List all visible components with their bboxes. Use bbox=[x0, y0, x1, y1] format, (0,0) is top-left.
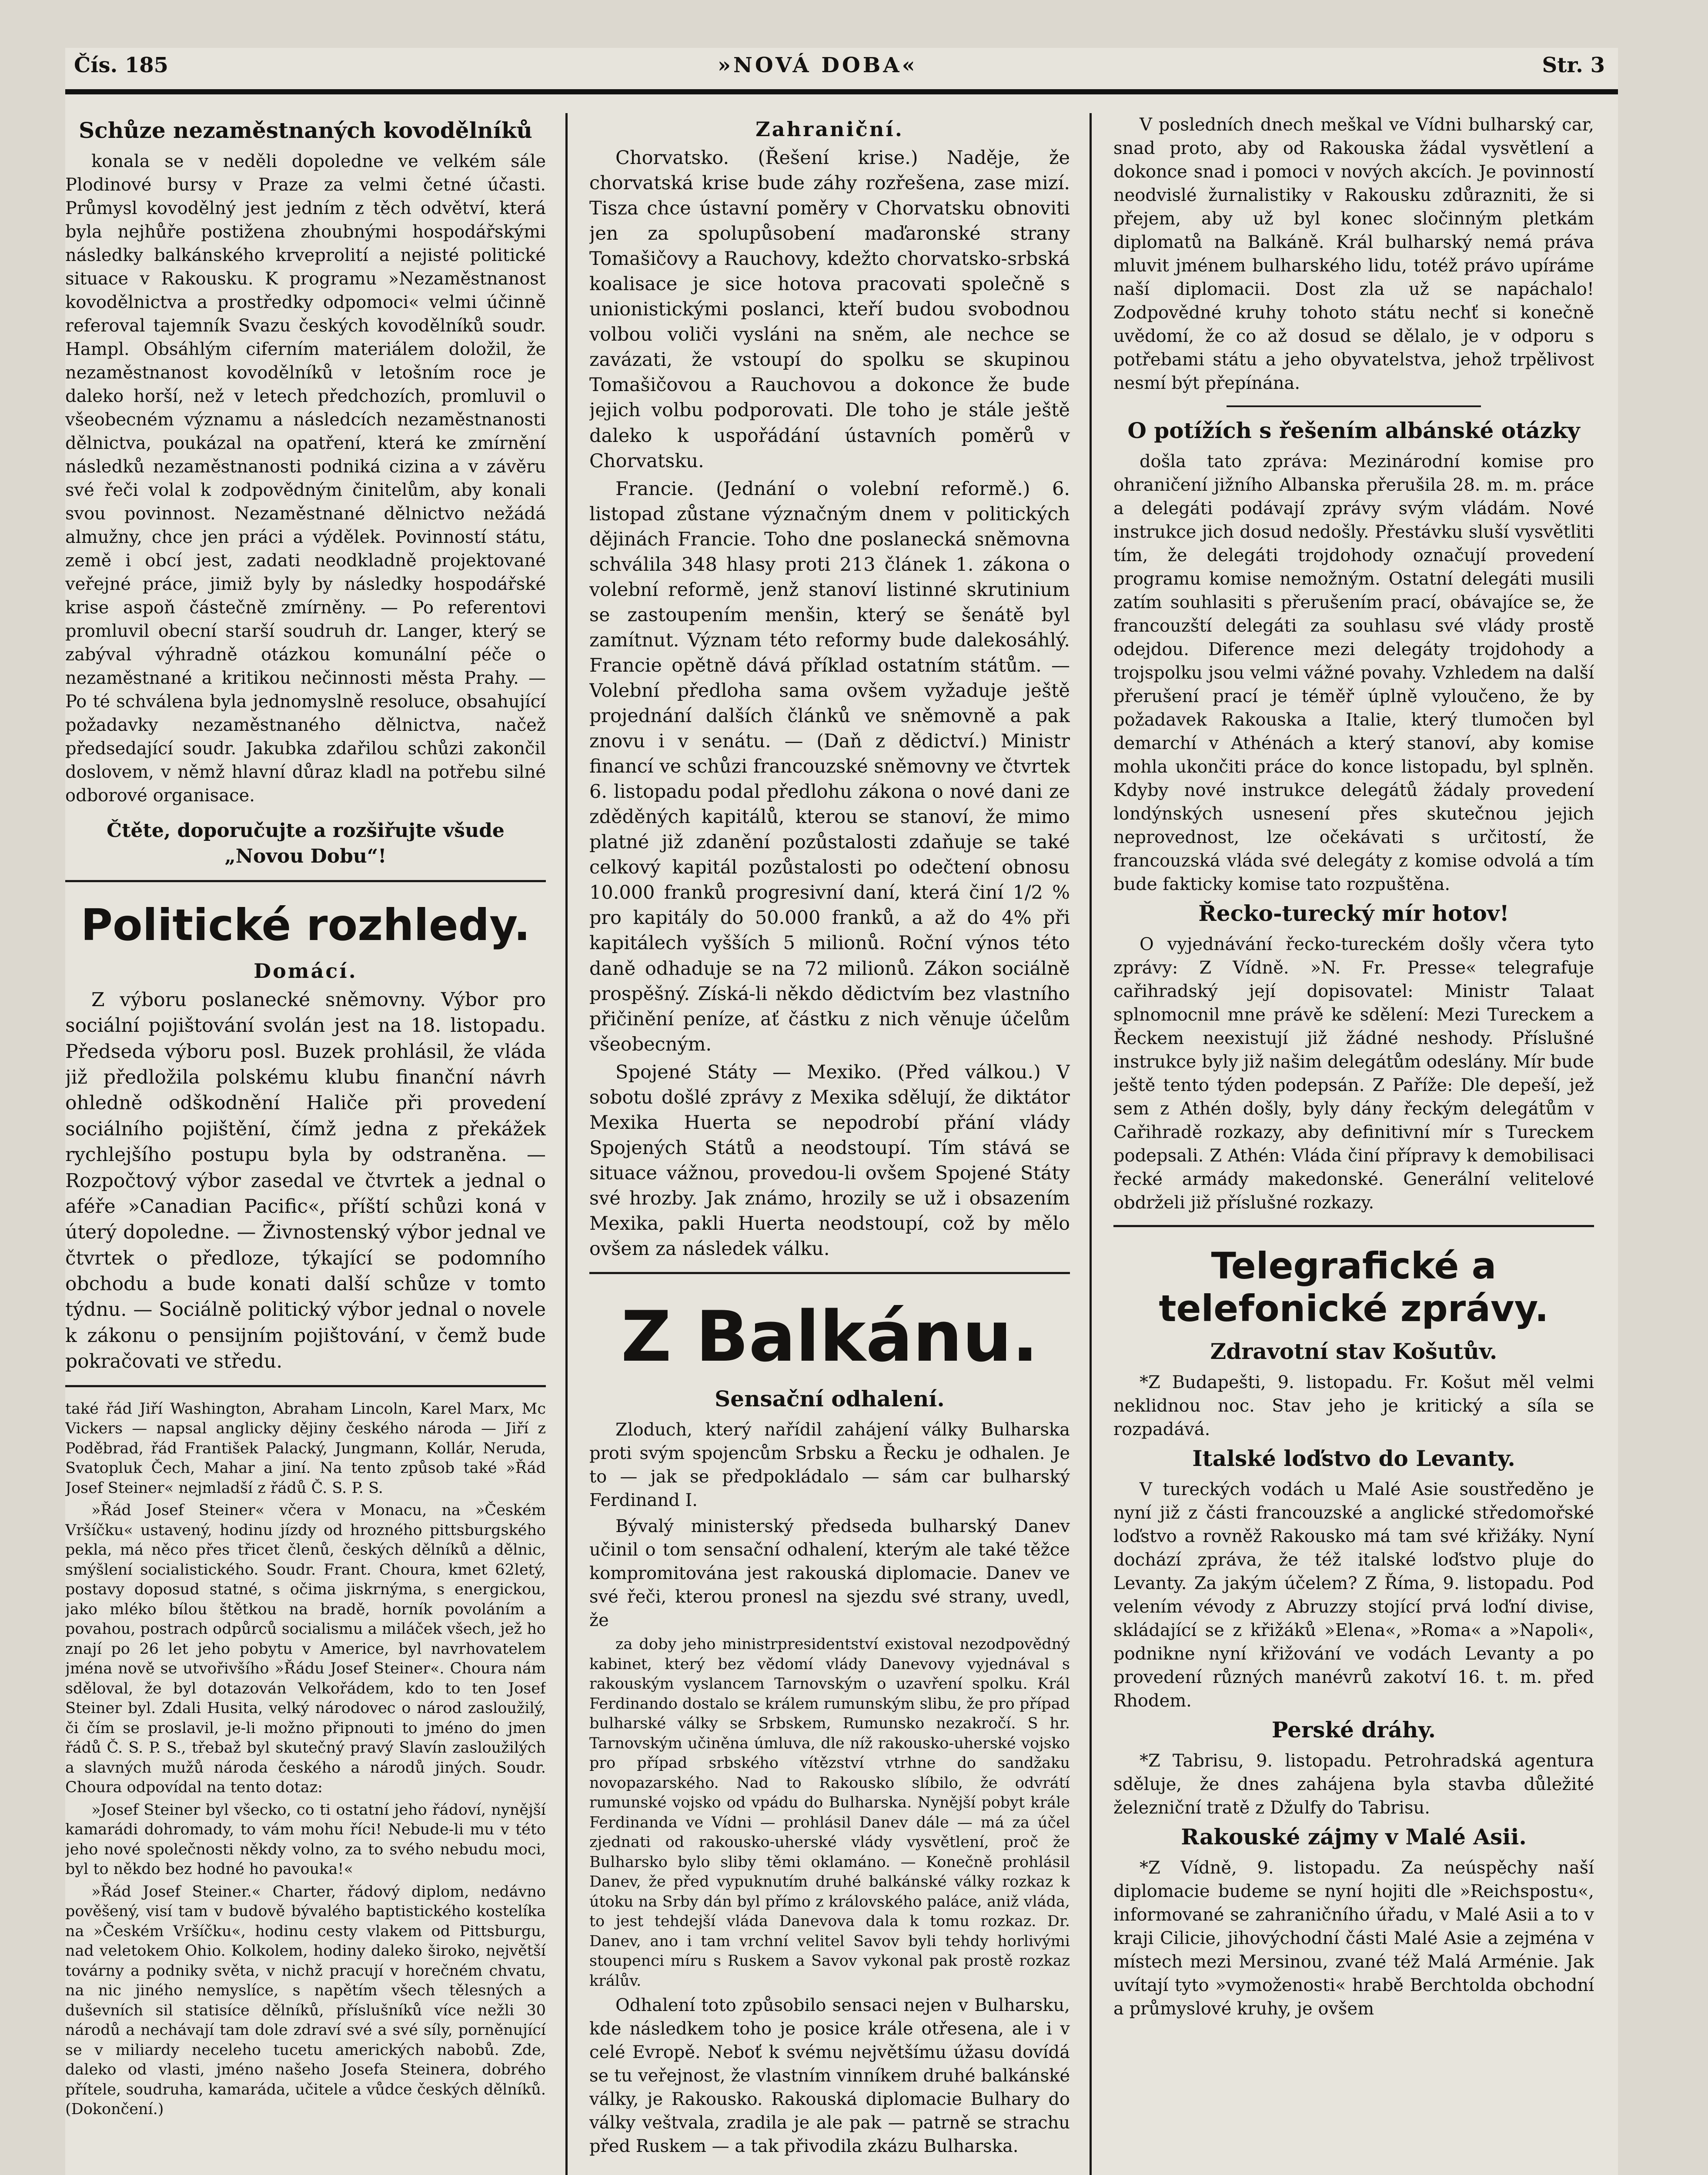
section-heading: Zahraniční. bbox=[755, 117, 904, 141]
article-text: O vyjednávání řecko-tureckém došly včera tyto zprávy: Z Vídně. »N. Fr. Presse« telegrafuje cařihradský její dopisovatel: Ministr Talaat splnomocnil mne právě ke sdělení: Mezi Tureckem a Řeckem neexistují již žádné neshody. Příslušné instrukce byly již našim delegátům odeslány. Mír bude ještě tento týden podepsán. Z Paříže: Dle depeší, jež sem z Athén došly, byly dány řeckým delegátům v Cařihradě rozkazy, aby definitivní mír s Tureckem podepsali. Z Athén: Vláda činí přípravy k demobilisaci řecké armády makedonské. Generální velitelové obdrželi již příslušné rozkazy. bbox=[1113, 934, 1594, 1213]
article-text: Zloduch, který nařídil zahájení války Bulharska proti svým spojencům Srbsku a Řecku je odhalen. Je to — jak se předpokládalo — sám car bulharský Ferdinand I. bbox=[589, 1420, 1070, 1511]
article-heading: Zdravotní stav Košutův. bbox=[1210, 1338, 1497, 1364]
article-text: Spojené Státy — Mexiko. (Před válkou.) V sobotu došlé zprávy z Mexika sdělují, že diktátor Mexika Huerta se nepodrobí přání vlády Spojených Států a neodstoupí. Tím stává se situace vážnou, provedou-li ovšem Spojené Státy své hrozby. Jak známo, hrozily se už i obsazením Mexika, pakli Huerta neodstoupí, což by mělo ovšem za následek válku. bbox=[589, 1061, 1070, 1260]
article-text: V tureckých vodách u Malé Asie soustředěno je nyní již z části francouzské a anglické středomořské loďstvo a rovněž Rakousko má tam své křižáky. Nyní dochází zpráva, že též italské loďstvo pluje do Levanty. Za jakým účelem? Z Říma, 9. listopadu. Pod velením vévody z Abruzzy stojící prvá loďní divise, skládající se z křižáků »Elena«, »Roma« a »Napoli«, podnikne nyní křižování ve vodách Levanty a po provedení různých manévrů zakotví 16. t. m. před Rhodem. bbox=[1113, 1479, 1594, 1711]
column-rule bbox=[1090, 113, 1092, 2175]
issue-number: Čís. 185 bbox=[74, 53, 169, 77]
masthead bbox=[65, 48, 1618, 94]
article-heading: Sensační odhalení. bbox=[715, 1386, 945, 1412]
article-text: *Z Tabrisu, 9. listopadu. Petrohradská agentura sděluje, že dnes zahájena byla stavba důležité železniční tratě z Džulfy do Tabrisu. bbox=[1113, 1751, 1594, 1818]
article-heading: O potížích s řešením albánské otázky bbox=[1127, 418, 1580, 443]
divider bbox=[65, 880, 546, 882]
article-text: *Z Budapešti, 9. listopadu. Fr. Košut měl velmi neklidnou noc. Stav jeho je kritický a síla se rozpadává. bbox=[1113, 1372, 1594, 1439]
subsection-heading: Domácí. bbox=[254, 959, 358, 983]
article-text: Bývalý ministerský předseda bulharský Danev učinil o tom sensační odhalení, kterým ale také těžce kompromitována jest rakouská diplomacie. Danev ve své řeči, kterou pronesl na sjezdu své strany, uvedl, že bbox=[589, 1516, 1070, 1631]
divider bbox=[65, 1385, 546, 1387]
article-text: V posledních dnech meškal ve Vídni bulharský car, snad proto, aby od Rakouska žádal vysvětlení a dokonce snad i pomoci v nových akcích. Je povinností neodvislé žurnalistiky v Rakousku zdůrazniti, že si přejem, aby už byl konec sločinným pletkám diplomatů na Balkáně. Král bulharský nemá práva mluvit jménem bulharského lidu, totéž právo upíráme naší diplomacii. Dost zla už se napáchalo! Zodpovědné kruhy tohoto státu nechť si konečně uvědomí, že co až dosud se dělalo, je v odporu s potřebami státu a jeho obyvatelstva, jehož trpělivost nesmí být přepínána. bbox=[1113, 115, 1594, 393]
article-text: Chorvatsko. (Řešení krise.) Naděje, že chorvatská krise bude záhy rozřešena, zase mizí. Tisza chce ústavní poměry v Chorvatsku obnoviti jen za spolupůsobení maďaronské strany Tomašičovy a Rauchovy, kdežto chorvatsko-srbská koalisace je sice hotova pracovati společně s unionistickými poslanci, kteří budou svobodnou volbou voliči vysláni na sněm, ale nechce se zavázati, že vstoupí do spolku se skupinou Tomašičovou a Rauchovou a dokonce že bude jejich volbu podporovati. Dle toho je stále ještě daleko k uspořádání ústavních poměrů v Chorvatsku. bbox=[589, 147, 1070, 472]
article-heading: Perské dráhy. bbox=[1271, 1717, 1436, 1743]
article-text: za doby jeho ministrpresidentství existoval nezodpovědný kabinet, který bez vědomí vlády Danevovy vyjednával s rakouským vyslancem Tarnovským o uzavření spolku. Král Ferdinando dostalo se králem rumunským slibu, že pro případ bulharské války se Srbskem, Rumunsko nezakročí. S hr. Tarnovským učiněna úmluva, dle níž rakousko-uherské vojsko pro případ srbského vítězství vtrhne do sandžaku novopazarského. Nad to Rakousko slíbilo, že odvrátí rumunské vojsko od vpádu do Bulharska. Nynější pobyt krále Ferdinanda ve Vídni — prohlásil Danev dále — má za účel zjednati od rakousko-uherské vlády vysvětlení, proč že Bulharsko bylo sliby těmi oklamáno. — Konečně prohlásil Danev, že před vypuknutím druhé balkánské války rozkaz k útoku na Srby dán byl přímo z královského paláce, aniž vláda, to jest tehdejší vláda Danevova dala k tomu rozkaz. Dr. Danev, ano i tam vrchní velitel Savov byli tehdy horlivými stoupenci míru s Ruskem a Savov vykonal pak prostě rozkaz králův. bbox=[589, 1636, 1070, 1990]
divider bbox=[1113, 1225, 1594, 1227]
article-text: došla tato zpráva: Mezinárodní komise pro ohraničení jižního Albanska přerušila 28. m. m. práce a delegáti podávají zprávy svým vládám. Nové instrukce jich dosud nedošly. Přestávku sluší vysvětliti tím, že delegáti trojdohody označují provedení programu komise nemožným. Ostatní delegáti musili zatím souhlasiti s přerušením prací, obávajíce se, že francouzští delegáti za souhlasu své vlády prostě odejdou. Diference mezi delegáty trojdohody a trojspolku jsou velmi vážné povahy. Vzhledem na další přerušení prací je téměř úplně vyloučeno, že by požadavek Rakouska a Italie, který tlumočen byl demarchí v Athénách a který stanoví, aby komise mohla ukončiti práce do konce listopadu, byl splněn. Kdyby nové instrukce delegátů žádaly provedení londýnských usnesení přes skutečnou jejich neprovednost, lze očekávati s určitostí, že francouzská vláda své delegáty z komise odvolá a tím bude fakticky komise tato rozpuštěna. bbox=[1113, 452, 1594, 894]
divider bbox=[1227, 405, 1481, 407]
section-heading: Politické rozhledy. bbox=[80, 899, 531, 950]
article-heading: Schůze nezaměstnaných kovodělníků bbox=[79, 117, 532, 143]
article-text: konala se v neděli dopoledne ve velkém sále Plodinové bursy v Praze za velmi četné účasti. Průmysl kovodělný jest jedním z těch odvětví, která byla nejhůře postižena zhoubnými hospodářskými následky balkánského krveprolití a nejisté politické situace v Rakousku. K programu »Nezaměstnanost kovodělnictva a prostředky odpomoci« velmi účinně referoval tajemník Svazu českých kovodělníků soudr. Hampl. Obsáhlým ciferním materiálem doložil, že nezaměstnanost kovodělníků v letošním roce je daleko horší, než v letech předchozích, promluvil o všeobecném významu a následcích nezaměstnanosti dělnictva, poukázal na opatření, která ke zmírnění následků nezaměstnanosti podniká cizina a v závěru své řeči volal k zodpovědným činitelům, aby konali svou povinnost. Nezaměstnané dělnictvo nežádá almužny, chce jen práci a výdělek. Povinností státu, země i obcí jest, zadati neodkladně projektované veřejné práce, jimiž byly by následky hospodářské krise aspoň částečně zmírněny. — Po referentovi promluvil obecní starší soudruh dr. Langer, který se zabýval výhradně otázkou komunální péče o nezaměstnané a kritikou nečinnosti města Prahy. — Po té schválena byla jednomyslně resoluce, obsahující požadavky nezaměstnaného dělnictva, načež předsedající soudr. Jakubka zdařilou schůzi zakončil doslovem, v němž hlavní důraz kladl na potřebu silné odborové organisace. bbox=[65, 151, 546, 806]
article-text: také řád Jiří Washington, Abraham Lincoln, Karel Marx, Mc Vickers — napsal anglicky dějiny českého národa — Jiří z Poděbrad, řád František Palacký, Jungmann, Kollár, Neruda, Svatopluk Čech, Mahar a jiní. Na tento způsob také »Řád Josef Steiner« nejmladší z řádů Č. S. P. S. bbox=[65, 1400, 546, 1497]
section-heading: Z Balkánu. bbox=[621, 1296, 1039, 1378]
appeal-text: Čtěte, doporučujte a rozšiřujte všude „Novou Dobu“! bbox=[107, 820, 505, 868]
article-text: Francie. (Jednání o volební reformě.) 6. listopad zůstane význačným dnem v politických dějinách Francie. Toho dne poslanecká sněmovna schválila 348 hlasy proti 213 článek 1. zákona o volební reformě, jenž stanoví listinné skrutinium se zastoupením menšin, který se šenátě byl zamítnut. Význam této reformy bude dalekosáhlý. Francie opětně dává příklad ostatním státům. — Volební předloha sama ovšem vyžaduje ještě projednání dalších článků ve sněmovně a pak znovu i v senátu. — (Daň z dědictví.) Ministr financí ve schůzi francouzské sněmovny ve čtvrtek 6. listopadu podal předlohu zákona o nové dani ze zděděných kapitálů, kterou se stanoví, že mimo platné již zdanění pozůstalosti zdaňuje se také celkový kapitál pozůstalosti po odečtení obnosu 10.000 franků progresivní daní, která činí 1/2 % pro kapitály do 50.000 franků, a až do 4% při kapitálech vyšších 5 milionů. Roční výnos této daně odhaduje se na 72 milionů. Zákon sociálně prospěšný. Získá-li někdo dědictvím bez vlastního přičinění peníze, ať částku z nich věnuje účelům všeobecným. bbox=[589, 478, 1070, 1055]
divider bbox=[589, 1272, 1070, 1274]
column-middle bbox=[589, 113, 1070, 2161]
section-heading: Telegrafické a telefonické zprávy. bbox=[1159, 1245, 1549, 1330]
article-heading: Rakouské zájmy v Malé Asii. bbox=[1181, 1824, 1527, 1850]
article-heading: Řecko-turecký mír hotov! bbox=[1198, 900, 1509, 926]
article-text: *Z Vídně, 9. listopadu. Za neúspěchy naší diplomacie budeme se nyní hojiti dle »Reichspostu«, informované se zahraničního úřadu, v Malé Asii a to v kraji Cilicie, jihovýchodní části Malé Asie a zejména v místech mezi Mersinou, zvané též Malá Arménie. Jak uvítají tyto »vymoženosti« hrabě Berchtolda obchodní a průmyslové kruhy, je ovšem bbox=[1113, 1858, 1594, 2019]
article-text: »Josef Steiner byl všecko, co ti ostatní jeho řádoví, nynější kamarádi dohromady, to vám mohu říci! Nebude-li mu v této jeho nové společnosti někdy volno, za to svého nebudu moci, byl to někdo bez hodné ho pavouka!« bbox=[65, 1801, 546, 1878]
column-rule bbox=[565, 113, 568, 2175]
newspaper-title: »NOVÁ DOBA« bbox=[718, 53, 918, 77]
column-right bbox=[1113, 113, 1594, 2023]
article-text: Z výboru poslanecké sněmovny. Výbor pro sociální pojištování svolán jest na 18. listopadu. Předseda výboru posl. Buzek prohlásil, že vláda již předložila polskému klubu finanční návrh ohledně odškodnění Haliče při provedení sociálního pojištění, čímž jedna z překážek rychlejšího postupu byla by odstraněna. — Rozpočtový výbor zasedal ve čtvrtek a jednal o aféře »Canadian Pacific«, příští schůzi koná v úterý dopoledne. — Živnostenský výbor jednal ve čtvrtek o předloze, týkající se podomního obchodu a bude konati další schůze v tomto týdnu. — Sociálně politický výbor jednal o novele k zákonu o pensijním pojištování, v čemž bude pokračovati ve středu. bbox=[65, 988, 546, 1373]
column-left bbox=[65, 113, 546, 2122]
article-text: »Řád Josef Steiner.« Charter, řádový diplom, nedávno pověšený, visí tam v budově bývalého baptistického kostelíka na »Českém Vršíčku«, hodinu cesty vlakem od Pittsburgu, nad veletokem Ohio. Kolkolem, hodiny daleko široko, největší továrny a podniky světa, v nichž pracují v horečném chvatu, na nic jiného nemyslíce, s napětím všech tělesných a duševních sil statisíce dělníků, příslušníků více nežli 30 národů a nechávají tam dole zdraví své a své síly, porněnující se v miliardy neceleho tucetu amerických nabobů. Zde, daleko od vlasti, jméno našeho Josefa Steinera, dobrého přítele, soudruha, kamaráda, učitele a vůdce českých dělníků. (Dokončení.) bbox=[65, 1883, 546, 2118]
article-heading: Italské loďstvo do Levanty. bbox=[1192, 1446, 1515, 1471]
newspaper-page bbox=[65, 48, 1618, 2175]
article-text: Odhalení toto způsobilo sensaci nejen v Bulharsku, kde následkem toho je posice krále otřesena, ale i v celé Evropě. Neboť k svému největšímu úžasu dovídá se tu veřejnost, že vlastním vinníkem druhé balkánské války, je Rakousko. Rakouská diplomacie Bulhary do války veštvala, zradila je ale pak — patrně se strachu před Ruskem — a tak přivodila zkázu Bulharska. bbox=[589, 1995, 1070, 2157]
article-text: »Řád Josef Steiner« včera v Monacu, na »Českém Vršíčku« ustavený, hodinu jízdy od hrozného pittsburgského pekla, má něco přes třicet členů, českých dělníků a dělnic, smýšlení socialistického. Soudr. Frant. Choura, kmet 62letý, postavy doposud statné, s očima jiskrnýma, s energickou, jako mléko bílou štětkou na bradě, horník povoláním a povahou, postrach odpůrců socialismu a miláček všech, jež ho znají po 26 let jeho pobytu v Americe, byl navrhovatelem jména nově se utvořivšího »Řádu Josef Steiner«. Choura nám sděloval, že byl dotazován Velkořádem, kdo to ten Josef Steiner byl. Zdali Husita, velký národovec o národ zasloužilý, či čím se proslavil, je-li možno připnouti to jméno do jmen řádů Č. S. P. S., třebaž byl skutečný pravý Slavín zasloužilých a slavných mužů národa českého a národů jiných. Soudr. Choura odpovídal na tento dotaz: bbox=[65, 1502, 546, 1797]
page-number: Str. 3 bbox=[1542, 53, 1605, 77]
